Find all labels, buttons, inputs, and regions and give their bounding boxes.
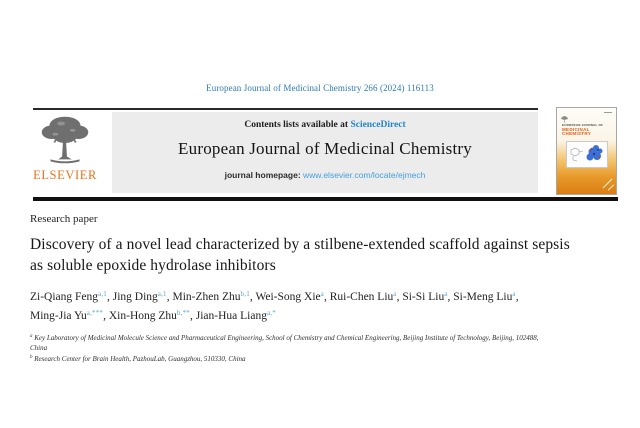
- elsevier-wordmark: ELSEVIER: [33, 168, 97, 182]
- author: [173, 291, 250, 303]
- author-separator: ,: [515, 291, 519, 303]
- molecule-image: [567, 154, 607, 171]
- author: [330, 291, 397, 303]
- author-affiliation-sup: a,***: [86, 309, 104, 317]
- author-affiliation-sup: a,*: [266, 309, 276, 317]
- homepage-link[interactable]: www.elsevier.com/locate/ejmech: [303, 170, 426, 180]
- author-affiliation-sup: b,1: [240, 290, 250, 298]
- author-separator: ,: [249, 291, 256, 303]
- affiliation-sup: a: [30, 334, 33, 339]
- author-affiliation-sup: a: [393, 290, 397, 298]
- author: [109, 310, 190, 322]
- author-name: Min-Zhen Zhu: [172, 291, 241, 303]
- article-type-label: Research paper: [30, 213, 98, 225]
- author-affiliation-sup: a: [320, 290, 324, 298]
- cover-corner-mark: [604, 112, 612, 113]
- header-bottom-rule: [33, 197, 618, 201]
- author: [255, 291, 324, 303]
- author-affiliation-sup: a: [512, 290, 516, 298]
- author-separator: ,: [166, 291, 173, 303]
- journal-banner: [112, 112, 538, 193]
- sciencedirect-link[interactable]: ScienceDirect: [350, 120, 406, 130]
- affiliation-list: [30, 332, 550, 365]
- journal-cover-thumbnail: [556, 107, 617, 195]
- affiliation: [30, 353, 550, 365]
- author-separator: ,: [189, 310, 196, 322]
- author-name: Zi-Qiang Feng: [30, 291, 99, 303]
- author-name: Xin-Hong Zhu: [108, 310, 177, 322]
- header-top-rule: [33, 108, 538, 110]
- article-title: Discovery of a novel lead characterized by a stilbene-extended scaffold against sepsis as soluble epoxide hydrolase inhibitors: [30, 236, 570, 274]
- elsevier-logo: [27, 113, 103, 183]
- author-name: Jian-Hua Liang: [195, 310, 267, 322]
- author-affiliation-sup: a: [444, 290, 448, 298]
- elsevier-tree-icon: [27, 113, 103, 167]
- author-separator: ,: [323, 291, 330, 303]
- author-name: Si-Si Liu: [402, 291, 445, 303]
- article-header: [30, 213, 618, 365]
- author-affiliation-sup: b,**: [176, 309, 190, 317]
- author-separator: ,: [107, 291, 113, 303]
- contents-prefix: Contents lists available at: [244, 120, 351, 130]
- affiliation-sup: b: [30, 355, 33, 360]
- cover-title-line3: CHEMISTRY: [562, 131, 592, 136]
- cover-graphic-box: [566, 141, 608, 168]
- homepage-label: journal homepage:: [224, 170, 304, 180]
- author: [30, 310, 103, 322]
- journal-citation: European Journal of Medicinal Chemistry 266 (2024) 116113: [206, 83, 434, 93]
- author-separator: ,: [103, 310, 109, 322]
- author-name: Jing Ding: [112, 291, 158, 303]
- author: [196, 310, 276, 322]
- author-name: Wei-Song Xie: [255, 291, 321, 303]
- cover-decorative-slash: [608, 184, 614, 190]
- author-separator: ,: [447, 291, 454, 303]
- cover-title-line1: EUROPEAN JOURNAL OF: [562, 123, 604, 127]
- author-list: [30, 286, 590, 324]
- author-affiliation-sup: a,1: [157, 290, 167, 298]
- cover-title-line2: MEDICINAL: [562, 126, 590, 132]
- journal-title: European Journal of Medicinal Chemistry: [178, 139, 472, 158]
- affiliation-text: Research Center for Brain Health, PazhouLab, Guangzhou, 510330, China: [32, 355, 246, 363]
- author-affiliation-sup: a,1: [98, 290, 107, 298]
- author: [402, 291, 447, 303]
- contents-line: [112, 120, 538, 130]
- affiliation: [30, 332, 550, 353]
- author: [30, 291, 107, 303]
- author-name: Si-Meng Liu: [453, 291, 513, 303]
- affiliation-text: Key Laboratory of Medicinal Molecule Science and Pharmaceutical Engineering, School of Chemistry and Chemical Engineering, Beijing Institute of Technology, Beijing, 102488, China: [30, 334, 539, 352]
- homepage-line: [112, 170, 538, 180]
- author-name: Rui-Chen Liu: [329, 291, 394, 303]
- author: [113, 291, 167, 303]
- author-name: Ming-Jia Yu: [30, 310, 87, 322]
- author: [453, 291, 515, 303]
- cover-title-block: [562, 123, 603, 137]
- author-separator: ,: [396, 291, 403, 303]
